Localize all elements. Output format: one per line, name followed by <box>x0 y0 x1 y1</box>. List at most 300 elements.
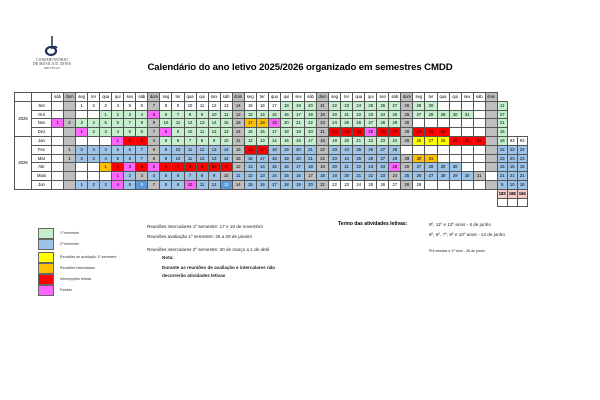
grand-total: 188 <box>507 189 517 198</box>
day-cell <box>473 163 485 172</box>
day-cell: 1 <box>52 119 64 128</box>
day-cell: 4 <box>136 110 148 119</box>
day-cell: 24 <box>341 154 353 163</box>
day-cell: 3 <box>100 101 112 110</box>
spacer <box>377 189 389 198</box>
weekday-header: seg <box>160 93 172 102</box>
day-cell: 12 <box>196 154 208 163</box>
day-cell: 29 <box>437 110 449 119</box>
spacer <box>425 198 437 207</box>
nota-line-1: Durante as reuniões de avaliação e intercalares não <box>162 265 276 270</box>
day-cell: 20 <box>304 128 316 137</box>
day-cell: 6 <box>172 136 184 145</box>
day-cell: 25 <box>341 119 353 128</box>
day-cell: 19 <box>280 145 292 154</box>
day-cell <box>52 110 64 119</box>
day-cell: 6 <box>136 128 148 137</box>
header-blank <box>15 93 32 102</box>
day-cell: 14 <box>268 172 280 181</box>
day-cell: 18 <box>317 136 329 145</box>
day-cell: 14 <box>256 110 268 119</box>
day-cell: 27 <box>425 172 437 181</box>
day-cell: 26 <box>377 101 389 110</box>
day-cell: 24 <box>353 101 365 110</box>
day-cell: 24 <box>353 180 365 189</box>
day-cell <box>485 101 497 110</box>
spacer <box>256 198 268 207</box>
day-cell: 31 <box>473 172 485 181</box>
day-cell: 25 <box>365 101 377 110</box>
spacer <box>244 198 256 207</box>
day-cell: 27 <box>377 145 389 154</box>
calendar-table <box>14 92 528 207</box>
day-cell: 15 <box>232 154 244 163</box>
month-label: Dez <box>32 128 52 137</box>
day-cell: 11 <box>232 136 244 145</box>
day-cell: 22 <box>317 154 329 163</box>
day-cell: 23 <box>341 128 353 137</box>
grand-total: 194 <box>517 189 527 198</box>
day-cell: 14 <box>220 145 232 154</box>
day-cell: 24 <box>389 172 401 181</box>
day-cell: 6 <box>112 119 124 128</box>
legend-label: 2º semestre <box>60 242 80 246</box>
month-row-out <box>15 110 528 119</box>
day-cell: 11 <box>184 154 196 163</box>
day-cell: 4 <box>148 172 160 181</box>
day-cell <box>473 154 485 163</box>
day-cell <box>64 180 76 189</box>
day-cell <box>461 128 473 137</box>
day-cell: 23 <box>329 145 341 154</box>
day-cell: 13 <box>220 128 232 137</box>
day-cell: 27 <box>389 180 401 189</box>
month-total: 23 <box>517 154 527 163</box>
day-cell: 20 <box>329 110 341 119</box>
day-cell: 11 <box>196 180 208 189</box>
day-cell: 2 <box>76 154 88 163</box>
day-cell: 18 <box>268 154 280 163</box>
day-cell: 17 <box>292 110 304 119</box>
day-cell <box>64 172 76 181</box>
weekday-header: dom <box>401 93 413 102</box>
spacer <box>220 189 232 198</box>
day-cell <box>437 145 449 154</box>
day-cell <box>449 119 461 128</box>
month-total: 11 <box>497 101 507 110</box>
day-cell: 28 <box>389 154 401 163</box>
day-cell: 25 <box>401 172 413 181</box>
spacer <box>172 198 184 207</box>
spacer <box>341 198 353 207</box>
day-cell: 2 <box>88 128 100 137</box>
day-cell: 3 <box>136 136 148 145</box>
day-cell: 7 <box>136 145 148 154</box>
day-cell: 2 <box>64 119 76 128</box>
total-blank <box>507 119 517 128</box>
day-cell: 1 <box>64 154 76 163</box>
day-cell: 11 <box>172 119 184 128</box>
month-row-maio <box>15 172 528 181</box>
day-cell: 11 <box>220 110 232 119</box>
day-cell: 20 <box>329 163 341 172</box>
day-cell: 23 <box>365 163 377 172</box>
spacer <box>100 189 112 198</box>
day-cell: 23 <box>377 172 389 181</box>
day-cell: 3 <box>124 163 136 172</box>
day-cell <box>52 145 64 154</box>
day-cell: 12 <box>244 136 256 145</box>
day-cell: 27 <box>389 101 401 110</box>
day-cell <box>76 110 88 119</box>
legend-swatch <box>38 274 54 285</box>
day-cell: 13 <box>196 119 208 128</box>
day-cell: 17 <box>244 119 256 128</box>
day-cell: 19 <box>317 110 329 119</box>
day-cell: 7 <box>172 110 184 119</box>
day-cell: 25 <box>365 180 377 189</box>
termo-value-3: Pré-escolar e 1º ciclo - 26 de junho <box>429 249 485 253</box>
spacer <box>64 189 76 198</box>
spacer <box>353 189 365 198</box>
legend-label: Reuniões intercalares <box>60 266 95 270</box>
day-cell: 30 <box>461 172 473 181</box>
month-label: Jan <box>32 136 52 145</box>
day-cell: 20 <box>304 180 316 189</box>
weekday-header: qua <box>437 93 449 102</box>
day-cell <box>485 145 497 154</box>
day-cell: 6 <box>160 110 172 119</box>
day-cell: 28 <box>437 136 449 145</box>
month-total: 15 <box>497 163 507 172</box>
day-cell: 13 <box>244 110 256 119</box>
day-cell: 1 <box>100 163 112 172</box>
month-label: Fev <box>32 145 52 154</box>
logo-line-1: CONSERVATÓRIO <box>36 58 68 62</box>
spacer <box>365 189 377 198</box>
day-cell: 11 <box>196 101 208 110</box>
day-cell <box>100 172 112 181</box>
day-cell: 4 <box>112 101 124 110</box>
weekday-header: sex <box>124 93 136 102</box>
day-cell: 6 <box>160 163 172 172</box>
day-cell: 15 <box>244 101 256 110</box>
legend-swatch <box>38 228 54 239</box>
day-cell <box>88 110 100 119</box>
day-cell <box>52 180 64 189</box>
grand-total: 183 <box>497 189 507 198</box>
day-cell: 28 <box>425 163 437 172</box>
total-blank <box>507 110 517 119</box>
day-cell: 21 <box>317 101 329 110</box>
day-cell: 4 <box>88 119 100 128</box>
weekday-header: sex <box>292 93 304 102</box>
month-row-set <box>15 101 528 110</box>
day-cell <box>76 136 88 145</box>
weekday-header: qui <box>112 93 124 102</box>
spacer <box>220 198 232 207</box>
day-cell: 2 <box>112 110 124 119</box>
day-cell: 31 <box>437 128 449 137</box>
month-total: 10 <box>507 180 517 189</box>
day-cell <box>52 101 64 110</box>
day-cell: 6 <box>124 154 136 163</box>
day-cell: 16 <box>256 101 268 110</box>
month-total: 22 <box>517 145 527 154</box>
day-cell: 15 <box>280 172 292 181</box>
day-cell: 19 <box>317 163 329 172</box>
day-cell <box>52 154 64 163</box>
day-cell: 26 <box>377 180 389 189</box>
day-cell: 18 <box>304 110 316 119</box>
day-cell: 21 <box>304 145 316 154</box>
day-cell: 29 <box>389 119 401 128</box>
blank-total <box>497 198 507 207</box>
day-cell: 3 <box>100 180 112 189</box>
month-total: 27 <box>497 110 507 119</box>
day-cell: 9 <box>196 110 208 119</box>
day-cell: 22 <box>329 180 341 189</box>
weekday-header: ter <box>88 93 100 102</box>
day-cell <box>461 145 473 154</box>
day-cell: 3 <box>124 110 136 119</box>
spacer <box>208 198 220 207</box>
day-cell <box>52 128 64 137</box>
day-cell: 9 <box>196 163 208 172</box>
weekday-header: qua <box>184 93 196 102</box>
spacer <box>15 189 32 198</box>
termo-label: Termo das atividades letivas: <box>338 221 408 227</box>
day-cell <box>485 172 497 181</box>
spacer <box>280 198 292 207</box>
day-cell: 28 <box>401 101 413 110</box>
day-cell: 1 <box>112 136 124 145</box>
day-cell: 26 <box>365 154 377 163</box>
day-cell <box>461 154 473 163</box>
day-cell: 17 <box>268 101 280 110</box>
day-cell: 1 <box>100 110 112 119</box>
day-cell <box>461 101 473 110</box>
month-total: 22 <box>497 145 507 154</box>
day-cell: 29 <box>413 101 425 110</box>
day-cell: 1 <box>76 128 88 137</box>
termo-value-2: 5º, 6º, 7º, 8º e 10º anos - 13 de junho <box>429 232 505 237</box>
day-cell: 17 <box>268 180 280 189</box>
spacer <box>15 198 32 207</box>
day-cell: 26 <box>377 128 389 137</box>
day-cell: 19 <box>268 119 280 128</box>
day-cell: 5 <box>112 145 124 154</box>
day-cell <box>437 101 449 110</box>
weekday-header-row <box>15 93 528 102</box>
day-cell: 26 <box>401 163 413 172</box>
spacer <box>329 198 341 207</box>
day-cell: 4 <box>136 163 148 172</box>
day-cell: 23 <box>377 136 389 145</box>
day-cell: 17 <box>256 154 268 163</box>
spacer <box>413 189 425 198</box>
spacer <box>196 189 208 198</box>
day-cell: 22 <box>317 145 329 154</box>
day-cell: 14 <box>232 128 244 137</box>
day-cell: 12 <box>244 172 256 181</box>
day-cell <box>449 128 461 137</box>
day-cell: 20 <box>341 172 353 181</box>
day-cell <box>88 136 100 145</box>
weekday-header: ter <box>172 93 184 102</box>
weekday-header: sáb <box>220 93 232 102</box>
day-cell: 11 <box>232 172 244 181</box>
blank-total <box>517 198 527 207</box>
day-cell: 15 <box>268 163 280 172</box>
spacer <box>100 198 112 207</box>
day-cell <box>473 119 485 128</box>
day-cell <box>485 110 497 119</box>
weekday-header: dom <box>317 93 329 102</box>
day-cell <box>449 180 461 189</box>
day-cell: 13 <box>208 154 220 163</box>
day-cell: 28 <box>389 145 401 154</box>
day-cell: 5 <box>124 180 136 189</box>
day-cell: 2 <box>88 101 100 110</box>
day-cell: 24 <box>389 136 401 145</box>
day-cell <box>449 154 461 163</box>
day-cell: 15 <box>244 128 256 137</box>
weekday-header: qui <box>365 93 377 102</box>
day-cell <box>461 163 473 172</box>
termo-value-1: 9º, 11º e 12º anos - 6 de junho <box>429 222 491 227</box>
day-cell: 1 <box>64 145 76 154</box>
day-cell: 7 <box>184 136 196 145</box>
legend-swatch <box>38 252 54 263</box>
day-cell: 30 <box>413 154 425 163</box>
legend-label: 1º semestre <box>60 231 80 235</box>
spacer <box>136 198 148 207</box>
day-cell: 27 <box>413 163 425 172</box>
day-cell: 12 <box>208 101 220 110</box>
day-cell: 29 <box>449 136 461 145</box>
spacer <box>172 189 184 198</box>
day-cell <box>52 136 64 145</box>
spacer <box>160 189 172 198</box>
day-cell <box>401 145 413 154</box>
spacer <box>317 189 329 198</box>
month-row-fev <box>15 145 528 154</box>
spacer <box>292 198 304 207</box>
month-total: 21 <box>497 172 507 181</box>
weekday-header: seg <box>244 93 256 102</box>
spacer <box>268 198 280 207</box>
day-cell <box>52 172 64 181</box>
day-cell: 20 <box>292 145 304 154</box>
day-cell: 14 <box>268 136 280 145</box>
month-row-nov <box>15 119 528 128</box>
day-cell: 29 <box>449 172 461 181</box>
weekday-header: qui <box>196 93 208 102</box>
weekday-header: sáb <box>473 93 485 102</box>
day-cell: 26 <box>365 145 377 154</box>
month-label: Jun <box>32 180 52 189</box>
day-cell: 19 <box>329 136 341 145</box>
day-cell: 31 <box>461 110 473 119</box>
total-blank <box>517 128 527 137</box>
month-total: 23 <box>497 154 507 163</box>
day-cell: 15 <box>280 136 292 145</box>
total-blank <box>517 110 527 119</box>
day-cell: 7 <box>124 119 136 128</box>
month-total: 16 <box>517 180 527 189</box>
day-cell: 16 <box>256 128 268 137</box>
day-cell: 12 <box>208 180 220 189</box>
day-cell: 30 <box>449 163 461 172</box>
day-cell: 10 <box>172 154 184 163</box>
day-cell <box>473 145 485 154</box>
day-cell <box>473 110 485 119</box>
day-cell: 27 <box>365 119 377 128</box>
day-cell: 10 <box>220 136 232 145</box>
weekday-header: sex <box>208 93 220 102</box>
nota-line-2: decorrerão atividades letivas <box>162 273 226 278</box>
day-cell: 14 <box>232 101 244 110</box>
day-cell: 22 <box>353 110 365 119</box>
total-blank <box>517 101 527 110</box>
day-cell: 4 <box>100 154 112 163</box>
day-cell: 23 <box>341 101 353 110</box>
day-cell: 21 <box>353 172 365 181</box>
day-cell: 13 <box>256 172 268 181</box>
day-cell: 30 <box>425 128 437 137</box>
weekday-header: sex <box>377 93 389 102</box>
day-cell <box>100 136 112 145</box>
spacer <box>32 189 52 198</box>
day-cell <box>64 101 76 110</box>
weekday-header: qua <box>100 93 112 102</box>
day-cell: 5 <box>148 110 160 119</box>
spacer <box>232 189 244 198</box>
day-cell: 18 <box>280 180 292 189</box>
day-cell: 18 <box>280 128 292 137</box>
day-cell: 26 <box>401 110 413 119</box>
day-cell: 16 <box>244 154 256 163</box>
weekday-header: qua <box>353 93 365 102</box>
day-cell: 7 <box>148 128 160 137</box>
day-cell: 10 <box>172 145 184 154</box>
logo-line-2: DE MÚSICA D. DINIS <box>33 62 71 66</box>
weekday-header: sáb <box>136 93 148 102</box>
spacer <box>437 198 449 207</box>
month-row-abr <box>15 163 528 172</box>
day-cell: 12 <box>196 145 208 154</box>
day-cell: 21 <box>353 136 365 145</box>
day-cell: 8 <box>196 172 208 181</box>
spacer <box>461 189 473 198</box>
day-cell: 28 <box>425 110 437 119</box>
day-cell <box>485 154 497 163</box>
day-cell: 16 <box>244 145 256 154</box>
month-row-jan <box>15 136 528 145</box>
day-cell: 20 <box>292 154 304 163</box>
spacer <box>232 198 244 207</box>
month-total: 21 <box>497 119 507 128</box>
day-cell: 2 <box>112 163 124 172</box>
legend-label: Interrupções letivas <box>60 277 92 281</box>
day-cell <box>76 172 88 181</box>
day-cell: 16 <box>232 119 244 128</box>
total-blank <box>507 101 517 110</box>
day-cell <box>449 101 461 110</box>
day-cell: 5 <box>124 101 136 110</box>
day-cell: 27 <box>425 136 437 145</box>
